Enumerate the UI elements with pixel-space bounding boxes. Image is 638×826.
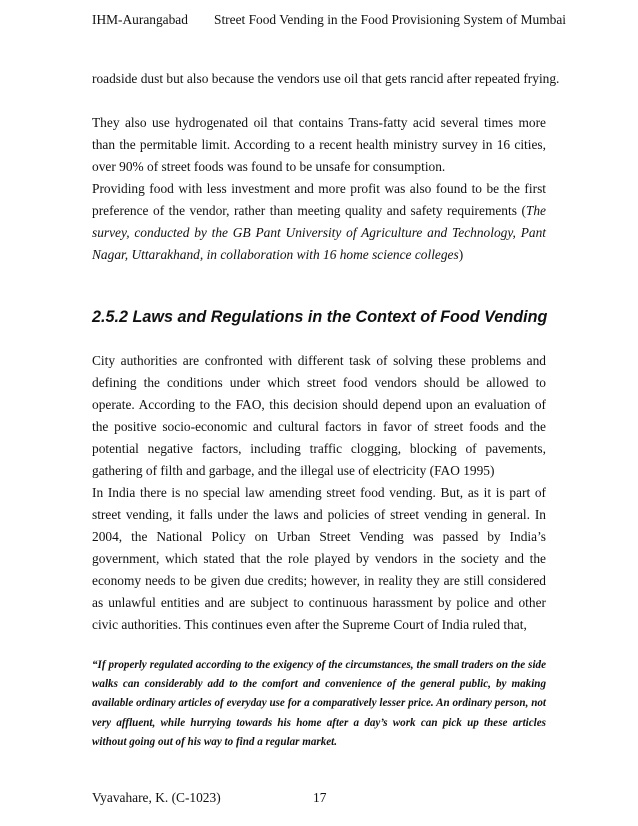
footer-author: Vyavahare, K. (C-1023) — [92, 790, 221, 805]
paragraph-2: They also use hydrogenated oil that contains Trans-fatty acid several times more than the permitable limit. According to a recent health ministry survey in 16 cities, over 90% of street foods was found to be unsafe for consumption. — [92, 115, 546, 174]
court-quote: “If properly regulated according to the exigency of the circumstances, the small traders on the side walks can considerably add to the comfort and convenience of the general public, by making available ordinary articles of everyday use for a comparatively lesser price. An ordinary person, not very affluent, while hurrying towards his home after a day’s work can pick up these articles without going out of his way to find a regular market. — [92, 659, 546, 748]
paragraph-1: roadside dust but also because the vendors use oil that gets rancid after repeated frying. — [92, 71, 560, 86]
page-body — [92, 68, 560, 752]
paragraph-3-end: ) — [458, 247, 464, 262]
paragraph-3-citation: The survey, conducted by the GB Pant University of Agriculture and Technology, Pant Nagar, Uttarakhand, in collaboration with 16 home science colleges — [92, 203, 546, 262]
paragraph-3-text: Providing food with less investment and more profit was also found to be the first preference of the vendor, rather than meeting quality and safety requirements ( — [92, 181, 546, 218]
paragraph-5: In India there is no special law amending street food vending. But, as it is part of street vending, it falls under the laws and policies of street vending in general. In 2004, the National Policy on Urban Street Vending was passed by India’s government, which stated that the role played by vendors in the society and the economy needs to be given due credits; however, in reality they are still considered as unlawful entities and are subject to continuous harassment by police and other civic authorities. This continues even after the Supreme Court of India ruled that, — [92, 485, 546, 632]
section-heading: 2.5.2 Laws and Regulations in the Context of Food Vending — [92, 308, 548, 326]
header-title: Street Food Vending in the Food Provisioning System of Mumbai — [214, 12, 567, 27]
page-footer — [92, 790, 327, 806]
page-header — [92, 12, 567, 30]
page-number: 17 — [313, 790, 327, 805]
paragraph-4: City authorities are confronted with different task of solving these problems and defining the conditions under which street food vendors should be allowed to operate. According to the FAO, this decision should depend upon an evaluation of the positive socio-economic and cultural factors in favor of street foods and the potential negative factors, including traffic clogging, blocking of pavements, gathering of filth and garbage, and the illegal use of electricity (FAO 1995) — [92, 353, 546, 478]
paragraph-3 — [92, 178, 546, 266]
header-institution: IHM-Aurangabad — [92, 12, 188, 27]
